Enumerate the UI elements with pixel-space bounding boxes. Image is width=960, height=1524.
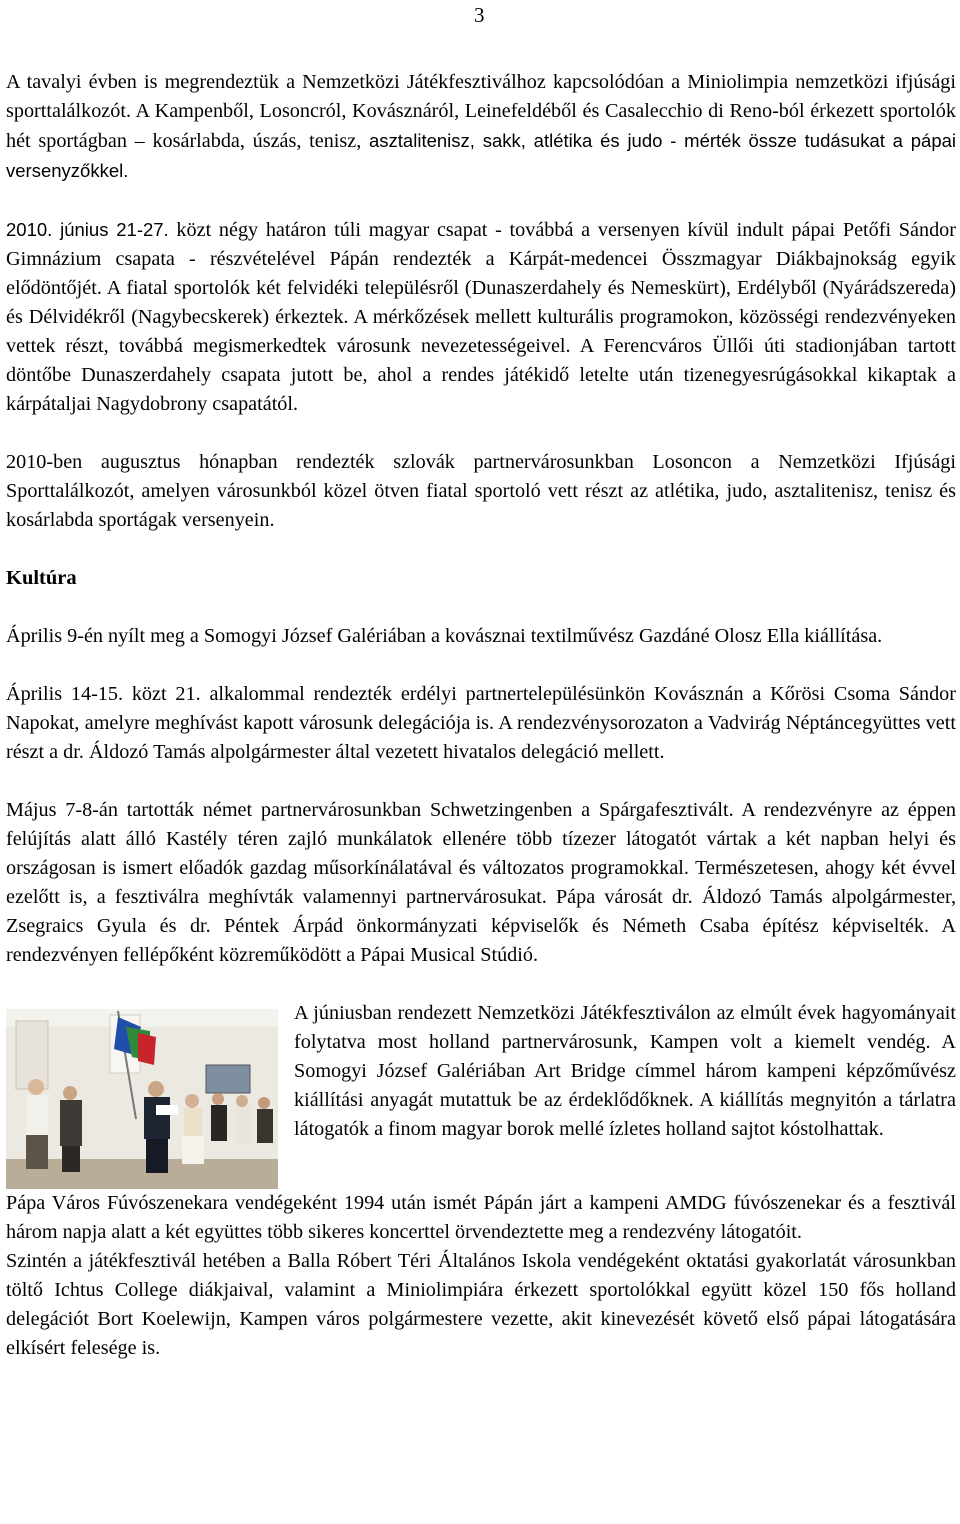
page-number: 3 (474, 3, 485, 27)
photo-side-text (294, 999, 956, 1189)
paragraph-galeria: Április 9-én nyílt meg a Somogyi József Galériában a kovásznai textilművész Gazdáné Olosz Ella kiállítása. (6, 625, 883, 647)
paragraph-miniolimpia-text-sans: asztalitenisz, sakk, atlétika és judo - mérték össze tudásukat a pápai versenyzőkkel. (6, 130, 957, 181)
document-body (6, 68, 956, 1363)
paragraph-diakbajnoksag-text: közt négy határon túli magyar csapat - továbbá a versenyen kívül indult pápai Petőfi Sándor Gimnázium csapata - részvételével Pápán rendezték a Kárpát-medencei Összmagyar Diákbajnokság egyik elődöntőjét. A fiatal sportolók két felvidéki településről (Dunaszerdahely és Nemeskürt), Erdélyből (Nyárádszereda) és Délvidékről (Nagybecskerek) érkeztek. A mérkőzések mellett kulturális programokon, közösségi rendezvényeken vettek részt, továbbá megismerkedtek városunk nevezetességeivel. A Ferencváros Üllői úti stadionjában tartott döntőbe Dunaszerdahely csapata jutott be, ahol a rendes játékidő letelte után tizenegyesrúgásokkal kikaptak a kárpátaljai Nagydobrony csapatától. (6, 219, 956, 415)
exhibition-photo (6, 1009, 278, 1189)
paragraph-kovaszna: Április 14-15. közt 21. alkalommal rendezték erdélyi partnertelepülésünkön Kovásznán a Kőrösi Csoma Sándor Napokat, amelyre meghívást kapott városunk delegációja is. A rendezvénysorozaton a Vadvirág Néptáncegyüttes vett részt a dr. Áldozó Tamás alpolgármester által vezetett hivatalos delegáció mellett. (6, 683, 956, 763)
paragraph-miniolimpia (6, 68, 956, 186)
paragraph-jatekfesztival: A júniusban rendezett Nemzetközi Játékfesztiválon az elmúlt évek hagyományait folytatva most holland partnervárosunk, Kampen volt a kiemelt vendég. A Somogyi József Galériában Art Bridge címmel három kampeni képzőművész kiállítási anyagát mutattuk be az érdeklődőknek. A kiállítás megnyitón a tárlatra látogatók a finom magyar borok mellé ízletes holland sajtot kóstolhattak. (294, 1002, 956, 1140)
paragraph-diakbajnoksag-date: 2010. június 21-27. (6, 219, 169, 240)
photo-with-text (6, 999, 956, 1189)
paragraph-miniolimpia-text: A tavalyi évben is megrendeztük a Nemzetközi Játékfesztiválhoz kapcsolódóan a Miniolimpia nemzetközi ifjúsági sporttalálkozót. A Kampenből, Losoncról, Kovásznáról, Leinefeldéből és Casalecchio di Reno-ból érkezett sportolók hét sportágban – kosárlabda, úszás, tenisz, (6, 71, 956, 152)
paragraph-holland-delegacio: Szintén a játékfesztivál hetében a Balla Róbert Téri Általános Iskola vendégeként oktatási gyakorlatát városunkban töltő Ichtus College diákjaival, valamint a Miniolimpiára érkezett sportolókkal együtt közel 150 fős holland delegációt Bort Koelewijn, Kampen város polgármestere vezette, akit kinevezését követő első pápai látogatására elkísért felesége is. (6, 1250, 956, 1359)
paragraph-schwetzingen: Május 7-8-án tartották német partnervárosunkban Schwetzingenben a Spárgafesztivált. A rendezvényre az éppen felújítás alatt álló Kastély téren zajló munkálatok ellenére több tízezer látogatót vártak a két napban helyi és országosan is ismert előadók gazdag műsorkínálatával és változatos programokkal. Természetesen, ahogy két évvel ezelőtt is, a fesztiválra meghívták valamennyi partnervárosukat. Pápa városát dr. Áldozó Tamás alpolgármester, Zsegraics Gyula és dr. Péntek Árpád önkormányzati képviselők és Németh Csaba építész képviselték. A rendezvényen fellépőként közreműködött a Pápai Musical Stúdió. (6, 799, 956, 966)
paragraph-fuvoszenekar: Pápa Város Fúvószenekara vendégeként 1994 után ismét Pápán járt a kampeni AMDG fúvószenekar és a fesztivál három napja alatt a két együttes több sikeres koncerttel örvendeztette meg a rendezvény látogatóit. (6, 1192, 956, 1243)
paragraph-losonc: 2010-ben augusztus hónapban rendezték szlovák partnervárosunkban Losoncon a Nemzetközi Ifjúsági Sporttalálkozót, amelyen városunkból közel ötven fiatal sportoló vett részt az atlétika, judo, asztalitenisz, tenisz és kosárlabda sportágak versenyein. (6, 451, 956, 531)
exhibition-photo-image (6, 1009, 278, 1189)
section-heading-kultura: Kultúra (6, 567, 77, 589)
paragraph-diakbajnoksag (6, 215, 956, 419)
